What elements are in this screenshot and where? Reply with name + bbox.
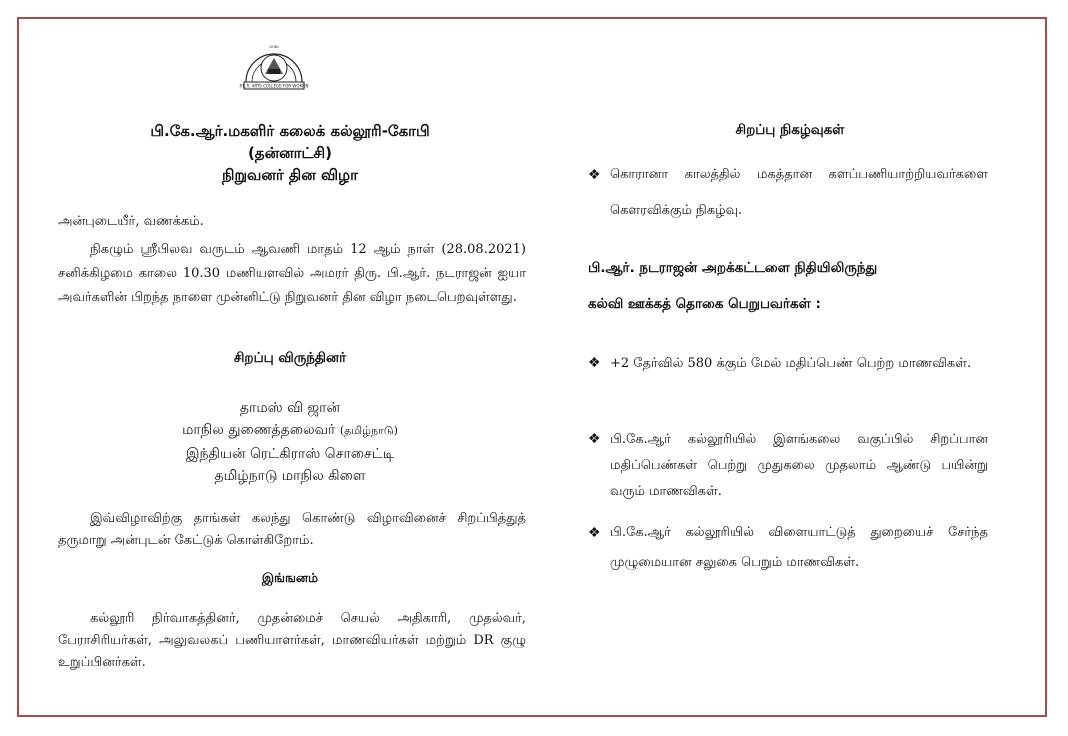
diamond-bullet-icon: ❖ bbox=[588, 167, 601, 183]
list-item bbox=[588, 518, 988, 578]
guest-role-note: (தமிழ்நாடு) bbox=[339, 424, 398, 437]
guest-role: மாநில துணைத்தலைவர் (தமிழ்நாடு) bbox=[182, 422, 398, 438]
recipient-item-text: பி.கே.ஆர் கல்லூரியில் விளையாட்டுத் துறையைச் சேர்ந்த முழுமையான சலுகை பெறும் மாணவிகள். bbox=[610, 525, 988, 570]
logo-banner-text: P.K.R. ARTS COLLEGE FOR WOMEN bbox=[239, 83, 309, 89]
recipient-item-text: பி.கே.ஆர் கல்லூரியில் இளங்கலை வகுப்பில் சிறப்பான மதிப்பெண்கள் பெற்று முதுகலை முதலாம் ஆண்டு பயின்று வரும் மாணவிகள். bbox=[610, 432, 988, 499]
event-title: நிறுவனர் தின விழா bbox=[222, 166, 358, 184]
college-name: பி.கே.ஆர்.மகளிர் கலைக் கல்லூரி-கோபி bbox=[150, 122, 430, 140]
college-emblem-icon bbox=[238, 38, 310, 94]
intro-paragraph: நிகழும் ஸ்ரீபிலவ வருடம் ஆவணி மாதம் 12 ஆம் நாள் (28.08.2021) சனிக்கிழமை காலை 10.30 மணியளவில் அமரர் திரு. பி.ஆர். நடராஜன் ஐயா அவர்களின் பிறந்த நாளை முன்னிட்டு நிறுவனர் தின விழா நடைபெறவுள்ளது. bbox=[58, 242, 526, 305]
greeting: அன்புடையீர், வணக்கம். bbox=[58, 214, 204, 229]
guest-name: தாமஸ் வி ஜான் bbox=[239, 400, 341, 416]
event-item-text: கொரானா காலத்தில் மகத்தான களப்பணியாற்றியவர்களை கௌரவிக்கும் நிகழ்வு. bbox=[610, 167, 988, 218]
diamond-bullet-icon: ❖ bbox=[588, 525, 601, 541]
guest-branch: தமிழ்நாடு மாநில கிளை bbox=[214, 468, 366, 484]
diamond-bullet-icon: ❖ bbox=[588, 355, 601, 371]
autonomous-label: (தன்னாட்சி) bbox=[247, 144, 333, 162]
events-heading: சிறப்பு நிகழ்வுகள் bbox=[735, 122, 845, 138]
recipient-item-text: +2 தேர்வில் 580 க்கும் மேல் மதிப்பெண் பெற்ற மாணவிகள். bbox=[610, 356, 972, 371]
signoff-text: கல்லூரி நிர்வாகத்தினர், முதன்மைச் செயல் அதிகாரி, முதல்வர், பேராசிரியர்கள், அலுவலகப் பணியாளர்கள், மாணவியர்கள் மற்றும் DR குழு உறுப்பினர்கள். bbox=[58, 611, 526, 670]
scholarship-heading-line1: பி.ஆர். நடராஜன் அறக்கட்டளை நிதியிலிருந்து bbox=[588, 260, 878, 276]
request-paragraph: இவ்விழாவிற்கு தாங்கள் கலந்து கொண்டு விழாவினைச் சிறப்பித்துத் தருமாறு அன்புடன் கேட்டுக் கொள்கிறோம். bbox=[58, 511, 526, 548]
list-item bbox=[588, 351, 988, 377]
list-item bbox=[588, 157, 988, 229]
guest-heading: சிறப்பு விருந்தினர் bbox=[233, 350, 347, 366]
logo-arc-text: GOBI bbox=[269, 45, 279, 49]
list-item bbox=[588, 427, 988, 505]
scholarship-heading-line2: கல்வி ஊக்கத் தொகை பெறுபவர்கள் : bbox=[588, 296, 821, 312]
signoff-heading: இங்ஙனம் bbox=[261, 570, 319, 585]
guest-organization: இந்தியன் ரெட்கிராஸ் சொசைட்டி bbox=[185, 446, 395, 462]
diamond-bullet-icon: ❖ bbox=[588, 431, 601, 447]
